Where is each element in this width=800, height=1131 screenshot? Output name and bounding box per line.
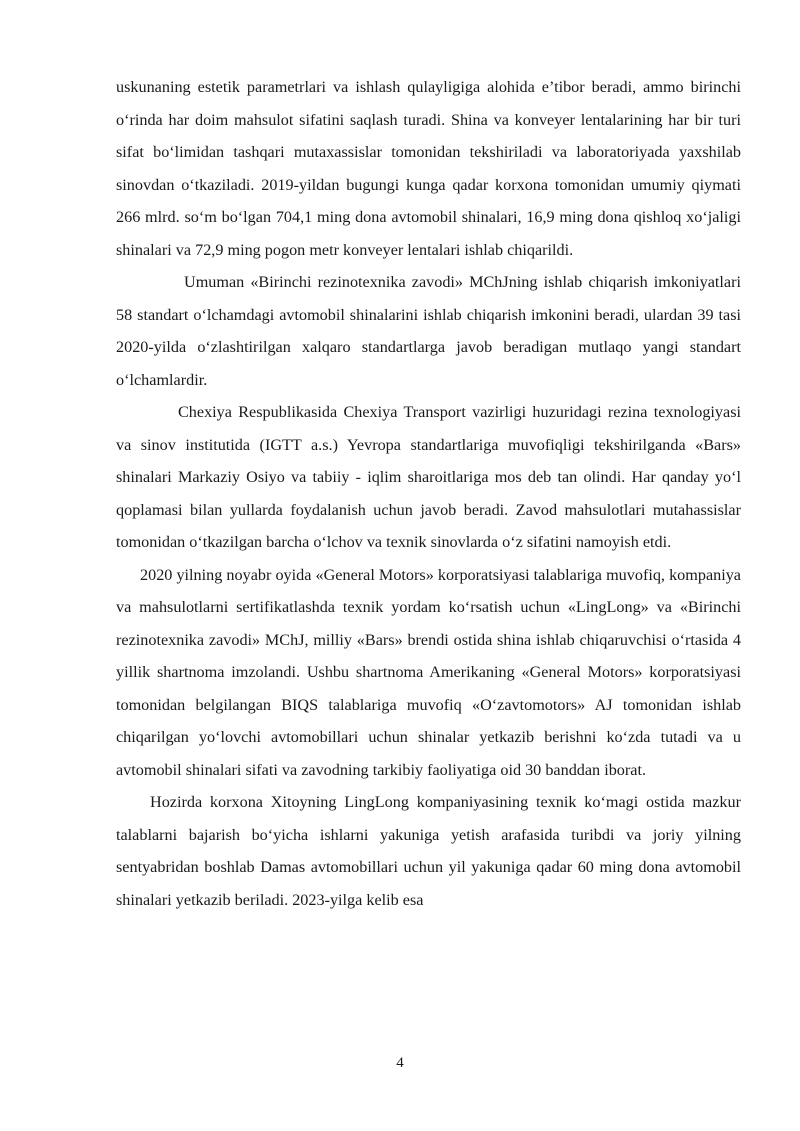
- paragraph-4: 2020 yilning noyabr oyida «General Motors» korporatsiyasi talablariga muvofiq, kompaniya va mahsulotlarni sertifikatlashda texnik yordam ko‘rsatish uchun «LingLong» va «Birinchi rezinotexnika zavodi» MChJ, milliy «Bars» brendi ostida shina ishlab chiqaruvchisi o‘rtasida 4 yillik shartnoma imzolandi. Ushbu shartnoma Amerikaning «General Motors» korporatsiyasi tomonidan belgilangan BIQS talablariga muvofiq «O‘zavtomotors» AJ tomonidan ishlab chiqarilgan yo‘lovchi avtomobillari uchun shinalar yetkazib berishni ko‘zda tutadi va u avtomobil shinalari sifati va zavodning tarkibiy faoliyatiga oid 30 banddan iborat.: [116, 565, 741, 779]
- paragraph-2: Umuman «Birinchi rezinotexnika zavodi» MChJning ishlab chiqarish imkoniyatlari 58 standart o‘lchamdagi avtomobil shinalarini ishlab chiqarish imkonini beradi, ulardan 39 tasi 2020-yilda o‘zlashtirilgan xalqaro standartlarga javob beradigan mutlaqo yangi standart o‘lchamlardir.: [116, 273, 741, 389]
- body-text: [116, 71, 741, 916]
- paragraph-3: Chexiya Respublikasida Chexiya Transport vazirligi huzuridagi rezina texnologiyasi va sinov institutida (IGTT a.s.) Yevropa standartlariga muvofiqligi tekshirilganda «Bars» shinalari Markaziy Osiyo va tabiiy - iqlim sharoitlariga mos deb tan olindi. Har qanday yo‘l qoplamasi bilan yullarda foydalanish uchun javob beradi. Zavod mahsulotlari mutahassislar tomonidan o‘tkazilgan barcha o‘lchov va texnik sinovlarda o‘z sifatini namoyish etdi.: [116, 403, 741, 551]
- paragraph-1: uskunaning estetik parametrlari va ishlash qulayligiga alohida e’tibor beradi, ammo birinchi o‘rinda har doim mahsulot sifatini saqlash turadi. Shina va konveyer lentalarining har bir turi sifat bo‘limidan tashqari mutaxassislar tomonidan tekshiriladi va laboratoriyada yaxshilab sinovdan o‘tkaziladi. 2019-yildan bugungi kunga qadar korxona tomonidan umumiy qiymati 266 mlrd. so‘m bo‘lgan 704,1 ming dona avtomobil shinalari, 16,9 ming dona qishloq xo‘jaligi shinalari va 72,9 ming pogon metr konveyer lentalari ishlab chiqarildi.: [116, 78, 741, 259]
- page-number: 4: [396, 1055, 404, 1071]
- paragraph-5: Hozirda korxona Xitoyning LingLong kompaniyasining texnik ko‘magi ostida mazkur talablarni bajarish bo‘yicha ishlarni yakuniga yetish arafasida turibdi va joriy yilning sentyabridan boshlab Damas avtomobillari uchun yil yakuniga qadar 60 ming dona avtomobil shinalari yetkazib beriladi. 2023-yilga kelib esa: [116, 793, 741, 909]
